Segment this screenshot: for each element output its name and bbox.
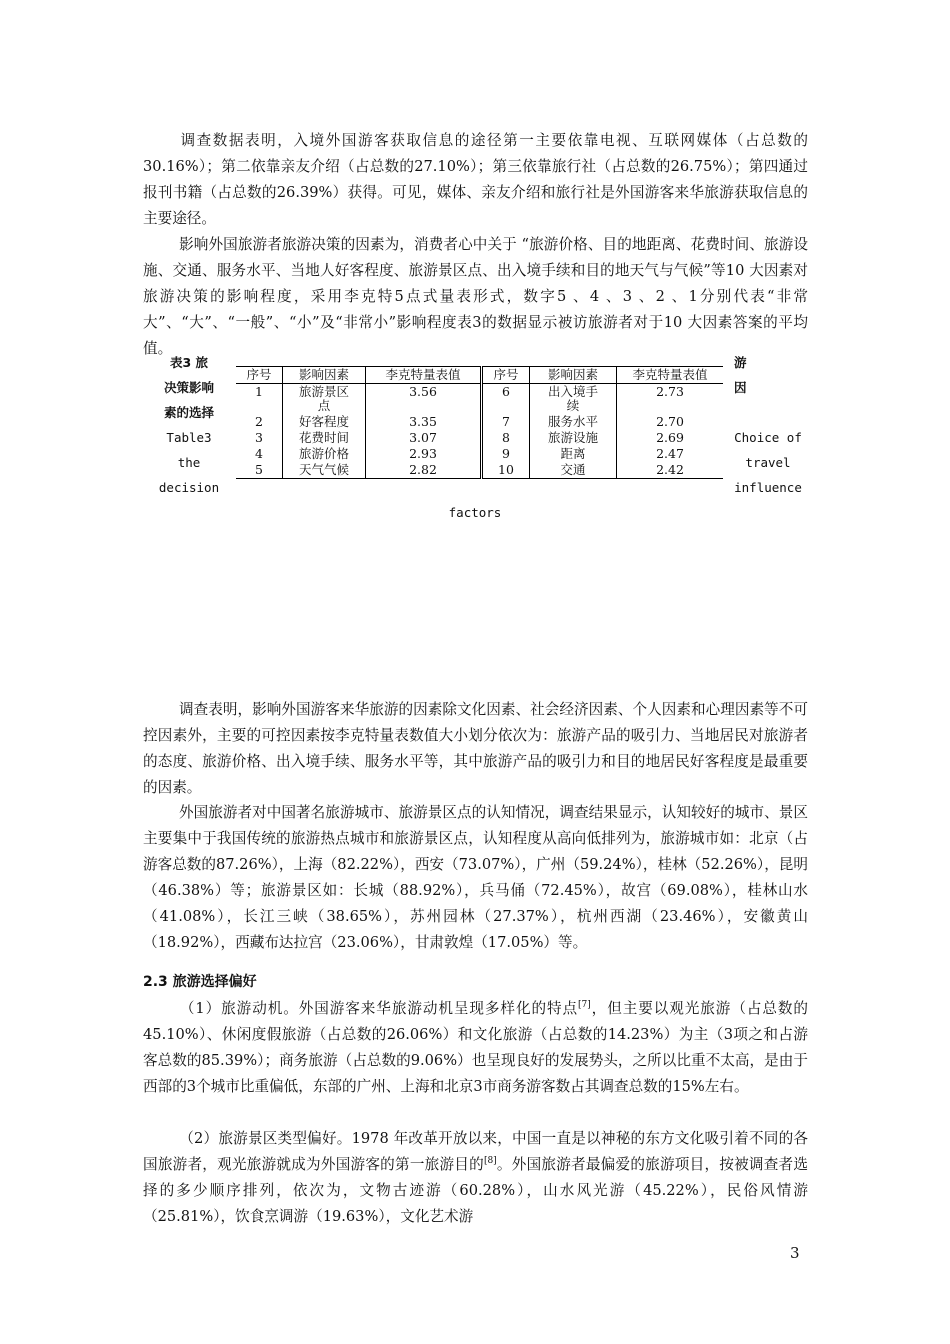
col-header: 序号 <box>236 367 283 384</box>
table-cell: 9 <box>482 446 530 462</box>
table-caption-left: 表3 旅 决策影响 素的选择 Table3 the decision <box>158 355 220 495</box>
table-cell: 2.82 <box>366 462 482 479</box>
table-cell: 距离 <box>530 446 617 462</box>
table-cell: 交通 <box>530 462 617 479</box>
table-cell: 6 <box>482 384 530 415</box>
paragraph-scenic-preference: （2）旅游景区类型偏好。1978 年改革开放以来，中国一直是以神秘的东方文化吸引着不同的各国旅游者，观光旅游就成为外国游客的第一旅游目的[8]。外国旅游者最偏爱的旅游项目，按被调查者选择的多少顺序排列，依次为，文物古迹游（60.28%），山水风光游（45.22%），民俗风情游（25.81%），饮食烹调游（19.63%），文化艺术游 <box>143 1130 808 1225</box>
table-cell: 3.35 <box>366 414 482 430</box>
table-cell: 3.56 <box>366 384 482 415</box>
citation-ref: [7] <box>578 1000 591 1011</box>
table-cell: 8 <box>482 430 530 446</box>
paragraph-controllable-factors: 调查表明，影响外国游客来华旅游的因素除文化因素、社会经济因素、个人因素和心理因素等不可控因素外，主要的可控因素按李克特量表数值大小划分依次为：旅游产品的吸引力、当地居民对旅游者的态度、旅游价格、出入境手续、服务水平等，其中旅游产品的吸引力和目的地居民好客程度是最重要的因素。 <box>143 701 808 796</box>
table-cell: 2.73 <box>656 384 684 399</box>
table-row <box>236 430 723 446</box>
paragraph-info-channels: 调查数据表明，入境外国游客获取信息的途径第一主要依靠电视、互联网媒体（占总数的30.16%）；第二依靠亲友介绍（占总数的27.10%）；第三依靠旅行社（占总数的26.75%）；第四通过报刊书籍（占总数的26.39%）获得。可见，媒体、亲友介绍和旅行社是外国游客来华旅游获取信息的主要途径。 <box>143 132 808 227</box>
paragraph-city-awareness: 外国旅游者对中国著名旅游城市、旅游景区点的认知情况，调查结果显示，认知较好的城市、景区主要集中于我国传统的旅游热点城市和旅游景区点，认知程度从高向低排列为，旅游城市如：北京（占游客总数的87.26%），上海（82.22%），西安（73.07%），广州（59.24%），桂林（52.26%），昆明（46.38%）等；旅游景区如：长城（88.92%），兵马俑（72.45%），故宫（69.08%），桂林山水（41.08%），长江三峡（38.65%），苏州园林（27.37%），杭州西湖（23.46%），安徽黄山（18.92%），西藏布达拉宫（23.06%），甘肃敦煌（17.05%）等。 <box>143 804 808 951</box>
col-header: 李克特量表值 <box>617 367 724 384</box>
table-cell: 天气气候 <box>283 462 366 479</box>
table-row <box>236 384 723 415</box>
table-cell: 2.93 <box>366 446 482 462</box>
table-cell: 旅游设施 <box>530 430 617 446</box>
col-header: 李克特量表值 <box>366 367 482 384</box>
col-header: 影响因素 <box>530 367 617 384</box>
table-cell: 旅游价格 <box>283 446 366 462</box>
table-header-row <box>236 367 723 384</box>
table-cell: 7 <box>482 414 530 430</box>
table-cell: 5 <box>236 462 283 479</box>
table-row <box>236 446 723 462</box>
section-heading: 2.3 旅游选择偏好 <box>143 974 257 990</box>
table-3 <box>236 366 723 479</box>
citation-ref: [8] <box>483 1156 497 1167</box>
table-cell: 2.47 <box>656 446 684 461</box>
paragraph-travel-motive: （1）旅游动机。外国游客来华旅游动机呈现多样化的特点[7]，但主要以观光旅游（占总数的45.10%）、休闲度假旅游（占总数的26.06%）和文化旅游（占总数的14.23%）为主（3项之和占游客总数的85.39%）；商务旅游（占总数的9.06%）也呈现良好的发展势头，之所以比重不太高，是由于西部的3个城市比重偏低，东部的广州、上海和北京3市商务游客数占其调查总数的15%左右。 <box>143 1000 808 1095</box>
table-cell: 出入境手续 <box>530 384 617 415</box>
table-cell: 4 <box>236 446 283 462</box>
table-cell: 2 <box>236 414 283 430</box>
paragraph-decision-factors: 影响外国旅游者旅游决策的因素为，消费者心中关于 “旅游价格、目的地距离、花费时间、旅游设施、交通、服务水平、当地人好客程度、旅游景区点、出入境手续和目的地天气与气候”等10 大因素对旅游决策的影响程度，采用李克特5点式量表形式，数字5 、4 、3 、2 、1分别代表“非常大”、“大”、“一般”、“小”及“非常小”影响程度表3的数据显示被访旅游者对于10 大因素答案的平均值。 <box>143 236 808 357</box>
page-number: 3 <box>790 1244 800 1262</box>
table-cell: 好客程度 <box>283 414 366 430</box>
col-header: 影响因素 <box>283 367 366 384</box>
table-cell: 10 <box>482 462 530 479</box>
table-cell: 1 <box>236 384 283 415</box>
table-caption-bottom: factors <box>448 505 502 520</box>
table-cell: 花费时间 <box>283 430 366 446</box>
table-cell: 服务水平 <box>530 414 617 430</box>
table-cell: 2.70 <box>656 414 684 429</box>
table-row <box>236 414 723 430</box>
col-header: 序号 <box>482 367 530 384</box>
table-cell: 3.07 <box>366 430 482 446</box>
table-cell: 旅游景区点 <box>283 384 366 415</box>
table-row <box>236 462 723 479</box>
table-cell: 3 <box>236 430 283 446</box>
table-cell: 2.69 <box>656 430 684 445</box>
table-caption-right: 游 因 Choice of travel influence <box>734 355 802 495</box>
table-cell: 2.42 <box>617 462 724 479</box>
